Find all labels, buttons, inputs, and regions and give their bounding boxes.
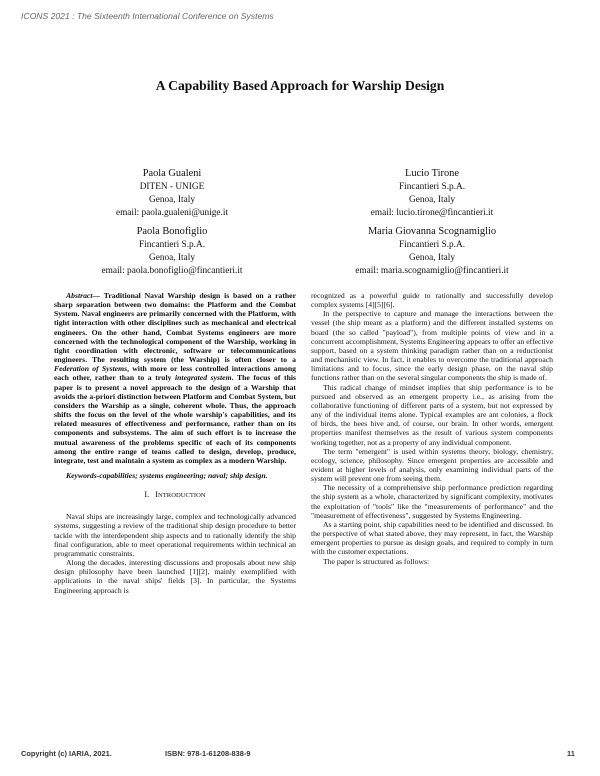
paragraph-continued: recognized as a powerful guide to rationally and successfully develop complex systems [4][5][6]. — [311, 291, 553, 310]
author-email: email: maria.scognamiglio@fincantieri.it — [355, 265, 509, 276]
footer-copyright: Copyright (c) IARIA, 2021. — [21, 749, 112, 758]
section-title-rest: NTRODUCTION — [158, 492, 206, 500]
author-block — [317, 224, 547, 277]
author-location: Genoa, Italy — [149, 194, 195, 205]
abstract — [54, 291, 296, 465]
author-location: Genoa, Italy — [409, 252, 455, 263]
paragraph: Naval ships are increasingly large, complex and technologically advanced systems, suggesting a review of the traditional ship design procedure to better tackle with the interdependent ship aspects and to rationally identify the ship final configuration, able to meet operational requirements within technical an programmatic constraints. — [54, 512, 296, 558]
section-heading — [54, 490, 296, 500]
author-email: email: lucio.tirone@fincantieri.it — [370, 207, 494, 218]
section-number: I. — [144, 490, 150, 500]
author-affiliation: DITEN - UNIGE — [139, 182, 205, 192]
author-block — [57, 166, 287, 219]
footer-isbn: ISBN: 978-1-61208-838-9 — [165, 749, 251, 758]
paragraph: As a starting point, ship capabilities need to be identified and discussed. In the perspective of what stated above, they may represent, in fact, the Warship emergent properties to pursue as design goals, and required to comply in turn with the customer expectations. — [311, 519, 553, 557]
abstract-text: Traditional Naval Warship design is based on a rather sharp separation between two domains: the Platform and the Combat System. Naval engineers are primarily concerned with the Platform, with tight interaction with other disciplines such as mechanical and electrical engineers. On the other hand, Combat Systems engineers are more concerned with the technological component of the Warship, working in tight coordination with electronic, software or telecommunications engineers. The resulting system (the Warship) is often closer to a — [54, 291, 296, 365]
keywords-text: Keywords-capabilities; systems engineering; naval; ship design. — [66, 470, 268, 480]
page-number: 11 — [567, 749, 575, 758]
paragraph: The paper is structured as follows: — [323, 556, 430, 566]
left-column — [54, 291, 296, 595]
keywords — [54, 471, 296, 480]
abstract-text: , with more or less controlled interactions among each other, rather than to a truly — [54, 364, 296, 383]
author-block — [317, 166, 547, 219]
author-name: Maria Giovanna Scognamiglio — [367, 226, 497, 237]
abstract-text: . The focus of this paper is to present a novel approach to the design of a Warship that avoids the a-priori distinction between Platform and Combat System, but considers the Warship as a single, coherent whole. Thus, the approach shifts the focus on the level of the whole warship's capabilities, and its related measures of effectiveness and performance, rather than on its components and subsystems. The aim of such effort is to increase the mutual awareness of the problems specific of each of its components among the entire range of teams called to design, develop, produce, integrate, test and maintain a system as complex as a modern Warship. — [54, 373, 296, 465]
paragraph: In the perspective to capture and manage the interactions between the vessel (the ship meant as a platform) and the different installed systems on board (the so called "payload"), from multiple points of view and in a concurrent accomplishment, Systems Engineering appears to offer an effective support, based on a system thinking paradigm rather than on a reductionist and mechanistic view. In fact, it enables to overcome the traditional approach limitations and to focus, since the early design phase, on the naval ship functions rather than on the several singular components the ship is made of. — [311, 309, 553, 383]
paragraph: Along the decades, interesting discussions and proposals about new ship design philosophy have been launched [1][2], mainly exemplified with applications in the naval ships' fields [3]. In particular, the Systems Engineering approach is — [54, 558, 296, 595]
author-location: Genoa, Italy — [149, 252, 195, 263]
paragraph: This radical change of mindset implies that ship performance is to be pursued and observed as an emergent property i.e., as arising from the collaborative functioning of different parts of a system, but not expressed by any of the individual items alone. Typical examples are ant colonies, a flock of birds, the bees hive and, of course, our brain. In other words, emergent properties manifest themselves as the result of various system components working together, not as a property of any individual component. — [311, 382, 553, 447]
section-title-initial: I — [155, 490, 159, 500]
right-column — [311, 291, 553, 566]
abstract-label: Abstract— — [66, 291, 101, 300]
abstract-emphasis: integrated system — [175, 373, 232, 383]
author-email: email: paola.bonofiglio@fincantieri.it — [101, 265, 243, 276]
author-affiliation: Fincantieri S.p.A. — [138, 240, 206, 250]
author-name: Lucio Tirone — [405, 168, 459, 179]
conference-header: ICONS 2021 : The Sixteenth International Conference on Systems — [21, 11, 274, 21]
author-name: Paola Bonofiglio — [136, 226, 208, 237]
paragraph: The necessity of a comprehensive ship performance prediction regarding the ship system as a whole, characterized by significant complexity, motivates the exploitation of "tools" like the "measurements of performance" and the "measurement of effectiveness", suggested by Systems Engineering. — [311, 483, 553, 520]
author-name: Paola Gualeni — [142, 168, 202, 179]
author-email: email: paola.gualeni@unige.it — [115, 207, 229, 218]
author-affiliation: Fincantieri S.p.A. — [398, 182, 466, 192]
paper-title: A Capability Based Approach for Warship Design — [155, 78, 445, 93]
author-affiliation: Fincantieri S.p.A. — [398, 240, 466, 250]
abstract-emphasis: Federation of Systems — [54, 364, 128, 374]
author-location: Genoa, Italy — [409, 194, 455, 205]
paragraph: The term "emergent" is used within systems theory, biology, chemistry, ecology, science, philosophy. Since emergent properties are accessible and evident at higher levels of analysis, only examining individual parts of the system will prevent one from seeing them. — [311, 446, 553, 484]
author-block — [57, 224, 287, 277]
